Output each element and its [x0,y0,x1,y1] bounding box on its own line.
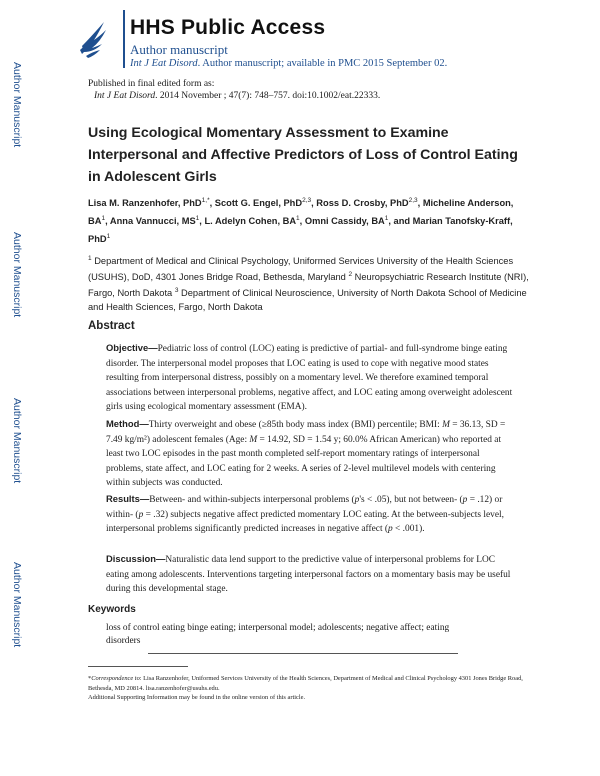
affil-sup: 1 [88,255,92,262]
author-sep: , [105,216,110,227]
author-name: Lisa M. Ranzenhofer, PhD [88,198,202,209]
abstract-objective [106,341,518,415]
side-label-author-manuscript: Author Manuscript [11,562,23,648]
stat-symbol: p [354,495,360,505]
footnote-divider [88,666,188,667]
author-name: Micheline Anderson, BA [88,198,514,227]
citation [88,90,380,102]
method-text: = 14.92, SD = 1.54 y; 60.0% African American) who reported at least two LOC episodes in the past month completed self-report momentary ratings of interpersonal problems, state affect, and LOC eating for 2 weeks. A series of 2-level multilevel models with centering within subjects was conducted. [106,434,502,489]
header-divider [123,10,125,68]
author-sep: , [299,216,305,227]
affil-text: Department of Clinical Neuroscience, University of North Dakota School of Medicine and Health Sciences, Fargo, North Dakota [88,288,527,313]
results-text: Between- and within-subjects interpersonal problems ( [149,495,355,505]
keywords-heading: Keywords [88,604,136,615]
author-name: Ross D. Crosby, PhD [316,198,409,209]
author-name: Scott G. Engel, PhD [214,198,303,209]
objective-label: Objective— [106,342,158,353]
author-affil-sup: 1 [195,215,200,223]
side-label-author-manuscript: Author Manuscript [11,398,23,484]
results-text: = .32) subjects negative affect predicted momentary LOC eating. At the between-subjects level, interpersonal problems significantly predicted increases in negative affect ( [106,509,504,535]
availability-text: . Author manuscript; available in PMC 2015 September 02. [197,58,448,69]
affil-sup: 2 [348,271,353,279]
method-text: Thirty overweight and obese (≥85th body mass index (BMI) percentile; BMI: [148,420,443,430]
results-text: 's < .05), but not between- ( [359,495,463,505]
supporting-info-note: Additional Supporting Information may be found in the online version of this article. [88,694,306,701]
author-list [88,193,528,247]
abstract-results [106,492,518,537]
stat-symbol: M [249,434,258,445]
abstract-method [106,417,518,491]
correspondence-text: : Lisa Ranzenhofer, Uniformed Services University of the Health Sciences, Department of Medical and Clinical Psychology 4301 Jones Bridge Road, Bethesda, MD 20814. lisa.ranzenhofer@usuhs.edu. [88,675,523,692]
objective-text: Pediatric loss of control (LOC) eating is predictive of partial- and full-syndrome binge eating disorder. The interpersonal model proposes that LOC eating is used to cope with negative mood states resulting from interpersonal distress, possibly on a momentary level. We therefore examined temporal associations between interpersonal problems, negative affect, and LOC eating among overweight adolescent girls using ecological momentary assessment (EMA). [106,344,513,413]
author-affil-sup: 1 [106,233,111,241]
author-affil-sup: 1,* [201,197,210,204]
citation-journal: Int J Eat Disord [94,91,156,101]
author-sep: , [417,198,423,209]
hhs-eagle-logo-icon [76,16,110,60]
author-name: Omni Cassidy, BA [304,216,385,227]
brand-title: HHS Public Access [130,16,326,39]
author-affil-sup: 2,3 [302,197,312,204]
citation-details: . 2014 November ; 47(7): 748–757. doi:10.1002/eat.22333. [155,91,381,101]
author-sep: , [311,198,317,209]
footnote [88,674,528,703]
affiliations [88,252,533,314]
author-name: Anna Vannucci, MS [109,216,196,227]
stat-symbol: M [442,420,450,430]
author-sep: , and [388,216,413,227]
method-label: Method— [106,418,149,429]
side-label-author-manuscript: Author Manuscript [11,232,23,318]
published-line: Published in final edited form as: [88,79,215,89]
abstract-heading: Abstract [88,320,135,332]
correspondence-note [88,674,528,693]
results-text: = .12) or within- ( [106,495,503,520]
author-affil-sup: 1 [384,215,389,223]
journal-abbrev: Int J Eat Disord [130,58,198,69]
author-sep: , [199,216,205,227]
affil-text: Neuropsychiatric Research Institute (NRI), Fargo, North Dakota [88,272,529,299]
affil-sup: 3 [174,287,179,295]
author-name: L. Adelyn Cohen, BA [204,216,297,227]
discussion-label: Discussion— [106,553,166,564]
keywords-list: loss of control eating binge eating; interpersonal model; adolescents; negative affect; eating disorders [106,623,450,646]
publication-info [88,78,380,102]
discussion-text: Naturalistic data lend support to the predictive value of interpersonal problems for LOC eating among adolescents. Interventions targeting interpersonal factors on a momentary basis may be useful during this developmental stage. [106,555,511,595]
method-text: = 36.13, SD = 7.49 kg/m²) adolescent females (Age: [106,420,506,445]
header-subtitle: Author manuscript [130,42,228,57]
author-name: Marian Tanofsky-Kraff, PhD [88,216,513,245]
author-affil-sup: 1 [296,215,300,223]
results-label: Results— [106,493,150,504]
header-availability [130,58,447,69]
stat-symbol: p [388,524,393,535]
article-title: Using Ecological Momentary Assessment to Examine Interpersonal and Affective Predictors of Loss of Control Eating in Adolescent Girls [88,125,518,185]
stat-symbol: p [138,509,144,520]
side-label-author-manuscript: Author Manuscript [11,62,23,148]
abstract-discussion [106,552,518,597]
correspondence-label: Correspondence to [91,675,140,682]
affil-text: Department of Medical and Clinical Psychology, Uniformed Services University of the Health Sciences (USUHS), DoD, 4301 Jones Bridge Road, Bethesda, Maryland [88,256,514,283]
results-text: < .001). [392,524,425,535]
divider [148,653,458,654]
author-affil-sup: 1 [101,215,106,223]
author-affil-sup: 2,3 [408,197,418,204]
footnote-marker: * [88,675,92,682]
stat-symbol: p [462,495,468,505]
hhs-header [60,6,580,72]
author-sep: , [209,198,215,209]
